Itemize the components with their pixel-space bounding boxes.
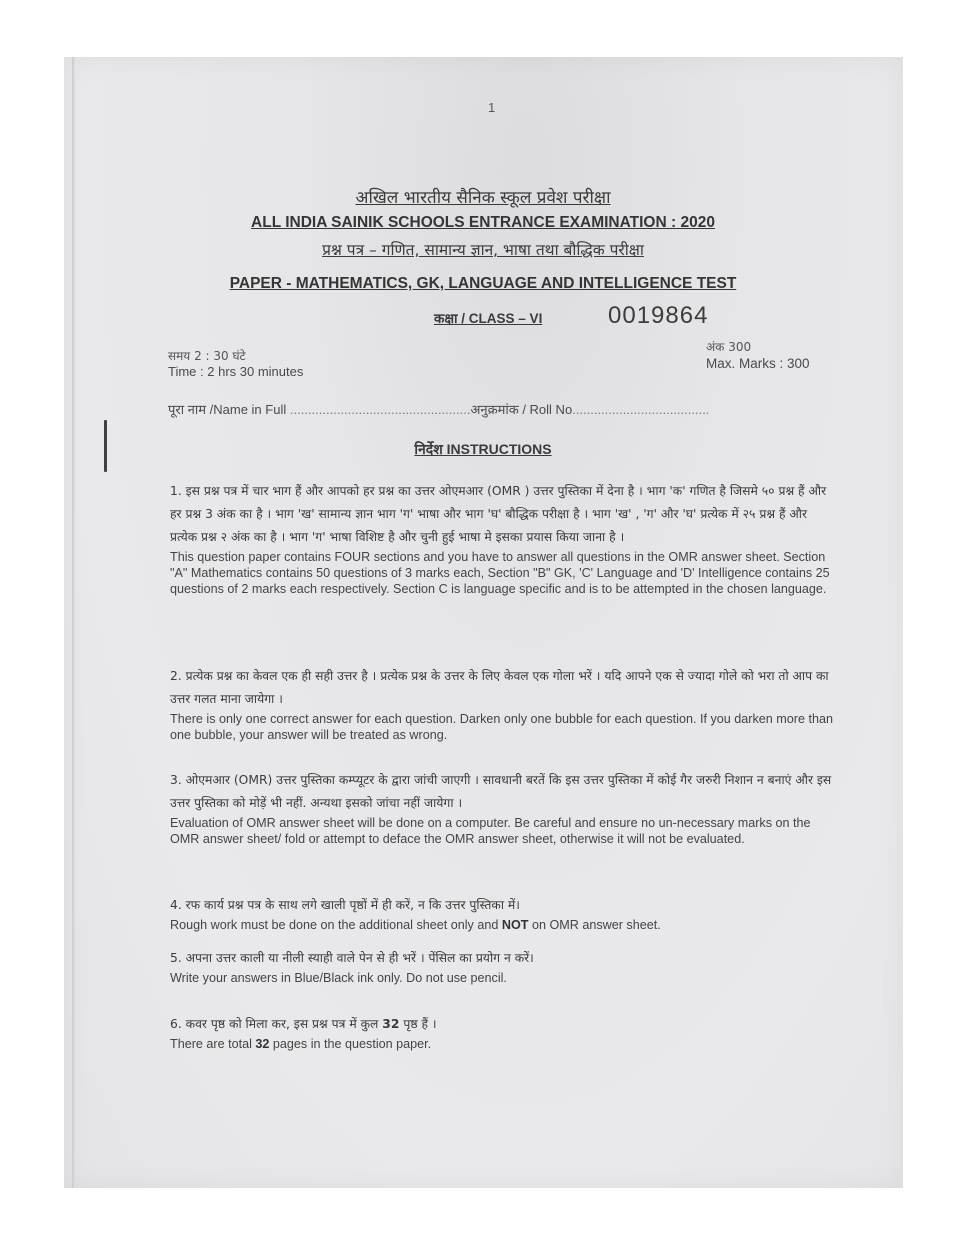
instruction-4-hindi: 4. रफ कार्य प्रश्न पत्र के साथ लगे खाली पृष्ठों में ही करें, न कि उत्तर पुस्तिका में। (170, 898, 520, 912)
instruction-6 (170, 1013, 834, 1052)
instruction-4-english: Rough work must be done on the additional sheet only and NOT on OMR answer sheet. (170, 918, 661, 932)
time-hindi: समय 2 : 30 घंटे (168, 349, 246, 363)
instruction-3 (170, 769, 834, 847)
instruction-5-english: Write your answers in Blue/Black ink only. Do not use pencil. (170, 971, 507, 985)
instruction-3-hindi: 3. ओएमआर (OMR) उत्तर पुस्तिका कम्प्यूटर के द्वारा जांची जाएगी । सावधानी बरतें कि इस उत्तर पुस्तिका में कोई गैर जरुरी निशान न बनाएं और इस उत्तर पुस्तिका को मोड़ें भी नहीं. अन्यथा इसको जांचा नहीं जायेगा । (170, 773, 832, 810)
time-english: Time : 2 hrs 30 minutes (168, 364, 304, 379)
instruction-6-hindi: 6. कवर पृष्ठ को मिला कर, इस प्रश्न पत्र में कुल 32 पृष्ठ हैं । (170, 1017, 437, 1031)
max-marks-hindi: अंक 300 (706, 340, 752, 354)
roll-field-blank[interactable]: ...................................... (572, 402, 710, 417)
class-label: कक्षा / CLASS – VI (434, 311, 543, 326)
instruction-2 (170, 665, 834, 743)
instruction-1-hindi: 1. इस प्रश्न पत्र में चार भाग हैं और आपको हर प्रश्न का उत्तर ओएमआर (OMR ) उत्तर पुस्तिका में देना है । भाग 'क' गणित है जिसमे ५० प्रश्न हैं और हर प्रश्न 3 अंक का है । भाग 'ख' सामान्य ज्ञान भाग 'ग' भाषा और भाग 'घ' बौद्धिक परीक्षा है । भाग 'ख' , 'ग' और 'घ' प्रत्येक में २५ प्रश्न हैं और प्रत्येक प्रश्न २ अंक का है । भाग 'ग' भाषा विशिष्ट है और चुनी हुई भाषा मे इसका प्रयास किया जाना है । (170, 484, 827, 544)
roll-label: अनुक्रमांक / Roll No (470, 402, 573, 417)
instruction-2-english: There is only one correct answer for each question. Darken only one bubble for each question. If you darken more than one bubble, your answer will be treated as wrong. (170, 712, 833, 742)
page-number: 1 (488, 100, 496, 115)
instructions-heading: निर्देश INSTRUCTIONS (414, 441, 552, 457)
exam-title-english: ALL INDIA SAINIK SCHOOLS ENTRANCE EXAMINATION : 2020 (251, 214, 715, 231)
name-roll-row (168, 400, 709, 418)
instruction-1 (170, 480, 834, 597)
max-marks-english: Max. Marks : 300 (706, 356, 810, 371)
instruction-5 (170, 947, 834, 986)
instruction-1-english: This question paper contains FOUR sections and you have to answer all questions in the OMR answer sheet. Section "A" Mathematics contains 50 questions of 3 marks each, Section "B" GK, 'C' Language and 'D' Intelligence contains 25 questions of 2 marks each respectively. Section C is language specific and is to be attempted in the chosen language. (170, 550, 830, 596)
name-field-blank[interactable]: .................................................. (289, 402, 471, 417)
exam-title-hindi: अखिल भारतीय सैनिक स्कूल प्रवेश परीक्षा (355, 188, 611, 208)
instruction-2-hindi: 2. प्रत्येक प्रश्न का केवल एक ही सही उत्तर है । प्रत्येक प्रश्न के उत्तर के लिए केवल एक गोला भरें । यदि आपने एक से ज्यादा गोले को भरा तो आप का उत्तर गलत माना जायेगा । (170, 669, 829, 706)
instruction-6-english: There are total 32 pages in the question paper. (170, 1037, 432, 1051)
serial-number: 0019864 (608, 302, 709, 329)
instruction-5-hindi: 5. अपना उत्तर काली या नीली स्याही वाले पेन से ही भरें । पेंसिल का प्रयोग न करें। (170, 951, 534, 965)
paper-title-english: PAPER - MATHEMATICS, GK, LANGUAGE AND INTELLIGENCE TEST (229, 275, 737, 292)
instruction-3-english: Evaluation of OMR answer sheet will be done on a computer. Be careful and ensure no un-necessary marks on the OMR answer sheet/ fold or attempt to deface the OMR answer sheet, otherwise it will not be evaluated. (170, 816, 811, 846)
name-label: पूरा नाम /Name in Full (168, 402, 287, 417)
paper-title-hindi: प्रश्न पत्र – गणित, सामान्य ज्ञान, भाषा तथा बौद्धिक परीक्षा (322, 241, 644, 259)
instruction-4 (170, 894, 834, 933)
